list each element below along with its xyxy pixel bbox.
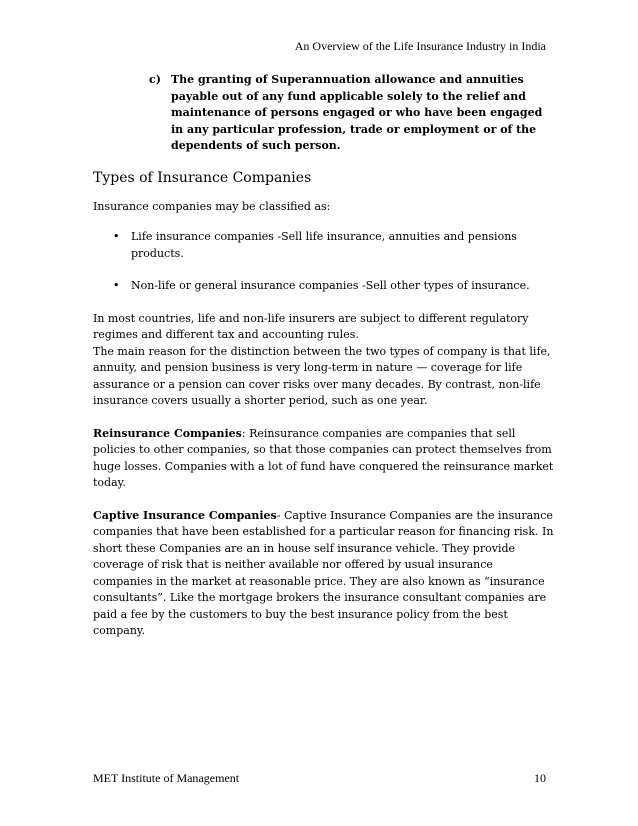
captive-text: - Captive Insurance Companies are the insurance companies that have been established for a particular reason for financing risk. In short these Companies are an in house self insurance vehicle. They provide coverage of risk that is neither available nor offered by usual insurance companies in the market at reasonable price. They are also known as “insurance consultants”. Like the mortgage brokers the insurance consultant companies are paid a fee by the customers to buy the best insurance policy from the best company.: [93, 508, 554, 637]
list-item-c: [149, 72, 555, 155]
bullet-icon: •: [113, 230, 120, 243]
bullet-item: [113, 278, 555, 295]
bullet-text: Non-life or general insurance companies -Sell other types of insurance.: [131, 279, 530, 292]
distinction-paragraph: The main reason for the distinction between the two types of company is that life, annuity, and pension business is very long-term in nature — coverage for life assurance or a pension can cover risks over many decades. By contrast, non-life insurance covers usually a shorter period, such as one year.: [93, 344, 551, 407]
page-body: [93, 72, 555, 640]
bullet-icon: •: [113, 279, 120, 292]
footer-institution: MET Institute of Management: [93, 771, 240, 785]
reinsurance-term: Reinsurance Companies: [93, 426, 242, 440]
reinsurance-paragraph: [93, 426, 555, 492]
page-number: 10: [534, 771, 546, 785]
reinsurance-text: : Reinsurance companies are companies that sell policies to other companies, so that those companies can protect themselves from huge losses. Companies with a lot of fund have conquered the reinsurance market today.: [93, 426, 554, 489]
intro-paragraph: Insurance companies may be classified as:: [93, 199, 331, 213]
captive-term: Captive Insurance Companies: [93, 508, 277, 522]
list-item-text: The granting of Superannuation allowance and annuities payable out of any fund applicable solely to the relief and maintenance of persons engaged or who have been engaged in any particular profession, trade or employment or of the dependents of such person.: [171, 73, 543, 152]
regulatory-paragraph: In most countries, life and non-life insurers are subject to different regulatory regimes and different tax and accounting rules.: [93, 311, 529, 341]
page-footer: [93, 771, 546, 785]
bullet-item: [113, 229, 555, 262]
list-marker: c): [149, 73, 161, 86]
section-heading: Types of Insurance Companies: [93, 169, 312, 186]
bullet-text: Life insurance companies -Sell life insurance, annuities and pensions products.: [131, 230, 517, 260]
bullet-list: [93, 229, 555, 295]
captive-paragraph: [93, 508, 555, 640]
running-header: An Overview of the Life Insurance Industry in India: [294, 39, 546, 53]
